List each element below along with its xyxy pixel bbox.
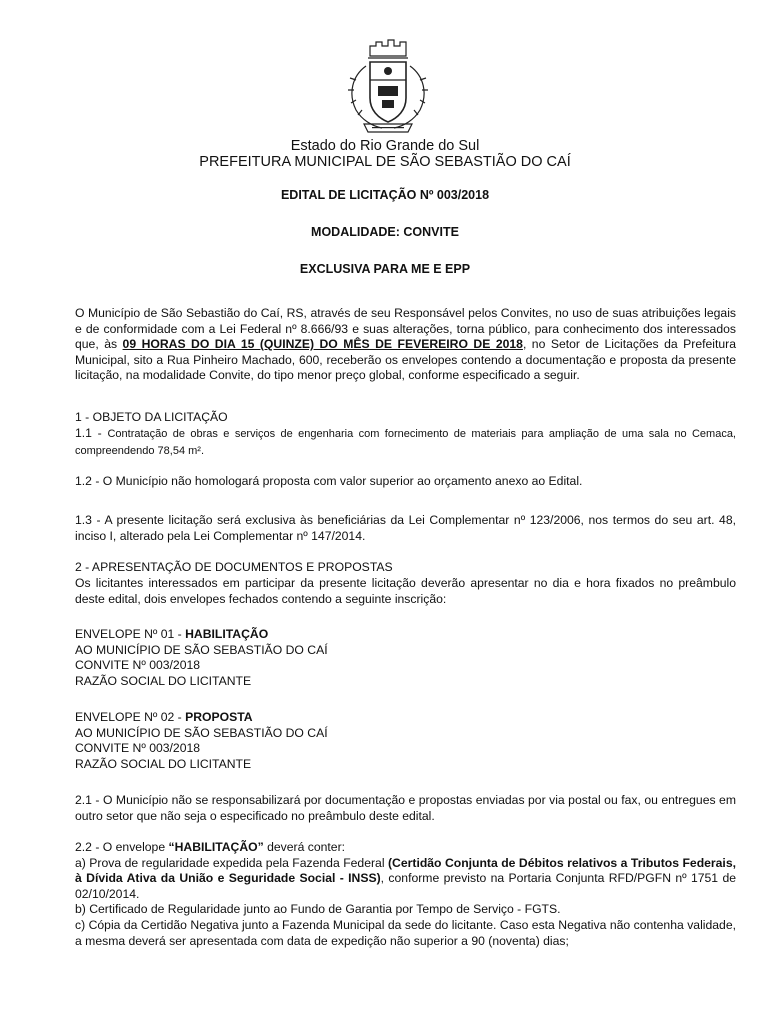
prefeitura-name: PREFEITURA MUNICIPAL DE SÃO SEBASTIÃO DO CAÍ xyxy=(199,154,571,170)
item-1-2: 1.2 - O Município não homologará proposta com valor superior ao orçamento anexo ao Edital. xyxy=(75,474,583,488)
modalidade-title: MODALIDADE: CONVITE xyxy=(311,225,459,239)
item-1-1-text: Contratação de obras e serviços de engenharia com fornecimento de materiais para ampliação de uma sala no Cemaca, compreendendo 78,54 m². xyxy=(75,428,736,457)
intro-text-1: O Município de São Sebastião do Caí, RS, através de seu Responsável pelos Convites, no uso de suas atribuições legais e de conformidade com a Lei Federal nº 8.666/93 e suas alterações, torna público, para conhecimento dos interessados que, às xyxy=(75,306,736,352)
item-1-1-number: 1.1 - xyxy=(75,426,108,440)
envelope-1-convite: CONVITE Nº 003/2018 xyxy=(75,658,201,673)
item-2-2-bold: “HABILITAÇÃO” xyxy=(168,840,264,854)
item-a-suffix: , conforme previsto na Portaria Conjunta RFD/PGFN nº 1751 de 02/10/2014. xyxy=(75,871,737,901)
item-2-1: 2.1 - O Município não se responsabilizará por documentação e propostas enviadas por via postal ou fax, ou entregues em outro setor que não seja o especificado no preâmbulo deste edital. xyxy=(75,793,736,823)
envelope-1-label: ENVELOPE Nº 01 - xyxy=(75,627,186,641)
section-2-heading: 2 - APRESENTAÇÃO DE DOCUMENTOS E PROPOSTAS xyxy=(75,560,393,574)
section-2-text: Os licitantes interessados em participar da presente licitação deverão apresentar no dia e hora fixados no preâmbulo deste edital, dois envelopes fechados contendo a seguinte inscrição: xyxy=(75,576,736,606)
item-c: c) Cópia da Certidão Negativa junto a Fazenda Municipal da sede do licitante. Caso esta Negativa não contenha validade, a mesma deverá ser apresentada com data de expedição não superior a 90 (noventa) dias; xyxy=(75,917,736,948)
intro-text-2: , no Setor de Licitações da Prefeitura Municipal, sito a Rua Pinheiro Machado, 600, receberão os envelopes contendo a documentação e proposta da presente licitação, na modalidade Convite, do tipo menor preço global, conforme especificado a seguir. xyxy=(75,337,736,383)
state-name: Estado do Rio Grande do Sul xyxy=(290,138,480,154)
item-2-2-suffix: deverá conter: xyxy=(263,840,346,854)
exclusiva-title: EXCLUSIVA PARA ME E EPP xyxy=(299,262,471,276)
edital-title: EDITAL DE LICITAÇÃO Nº 003/2018 xyxy=(280,188,490,202)
envelope-2-type: PROPOSTA xyxy=(185,710,253,724)
item-2-2-text: 2.2 - O envelope xyxy=(75,840,169,854)
envelope-1-addressee: AO MUNICÍPIO DE SÃO SEBASTIÃO DO CAÍ xyxy=(75,642,328,657)
envelope-2-addressee: AO MUNICÍPIO DE SÃO SEBASTIÃO DO CAÍ xyxy=(75,725,328,740)
intro-paragraph xyxy=(75,306,736,384)
envelope-1-type: HABILITAÇÃO xyxy=(185,627,269,641)
session-date: 09 HORAS DO DIA 15 (QUINZE) DO MÊS DE FEVEREIRO DE 2018 xyxy=(122,337,523,352)
item-a-bold: (Certidão Conjunta de Débitos relativos a Tributos Federais, à Dívida Ativa da União e Seguridade Social - INSS) xyxy=(75,855,736,886)
coat-of-arms-emblem xyxy=(342,36,434,136)
item-1-3: 1.3 - A presente licitação será exclusiva às beneficiárias da Lei Complementar nº 123/2006, nos termos do seu art. 48, inciso I, alterado pela Lei Complementar nº 147/2014. xyxy=(75,513,736,543)
section-1-heading: 1 - OBJETO DA LICITAÇÃO xyxy=(75,410,228,424)
item-b: b) Certificado de Regularidade junto ao Fundo de Garantia por Tempo de Serviço - FGTS. xyxy=(75,902,561,917)
item-1-1 xyxy=(75,426,736,459)
envelope-1-razao: RAZÃO SOCIAL DO LICITANTE xyxy=(75,673,252,688)
envelope-1-block xyxy=(75,627,736,689)
envelope-2-block xyxy=(75,710,736,772)
envelope-2-razao: RAZÃO SOCIAL DO LICITANTE xyxy=(75,756,252,771)
envelope-2-convite: CONVITE Nº 003/2018 xyxy=(75,741,201,756)
item-a-text: a) Prova de regularidade expedida pela Fazenda Federal xyxy=(75,855,388,870)
envelope-2-label: ENVELOPE Nº 02 - xyxy=(75,710,186,724)
item-2-2-block xyxy=(75,840,736,949)
